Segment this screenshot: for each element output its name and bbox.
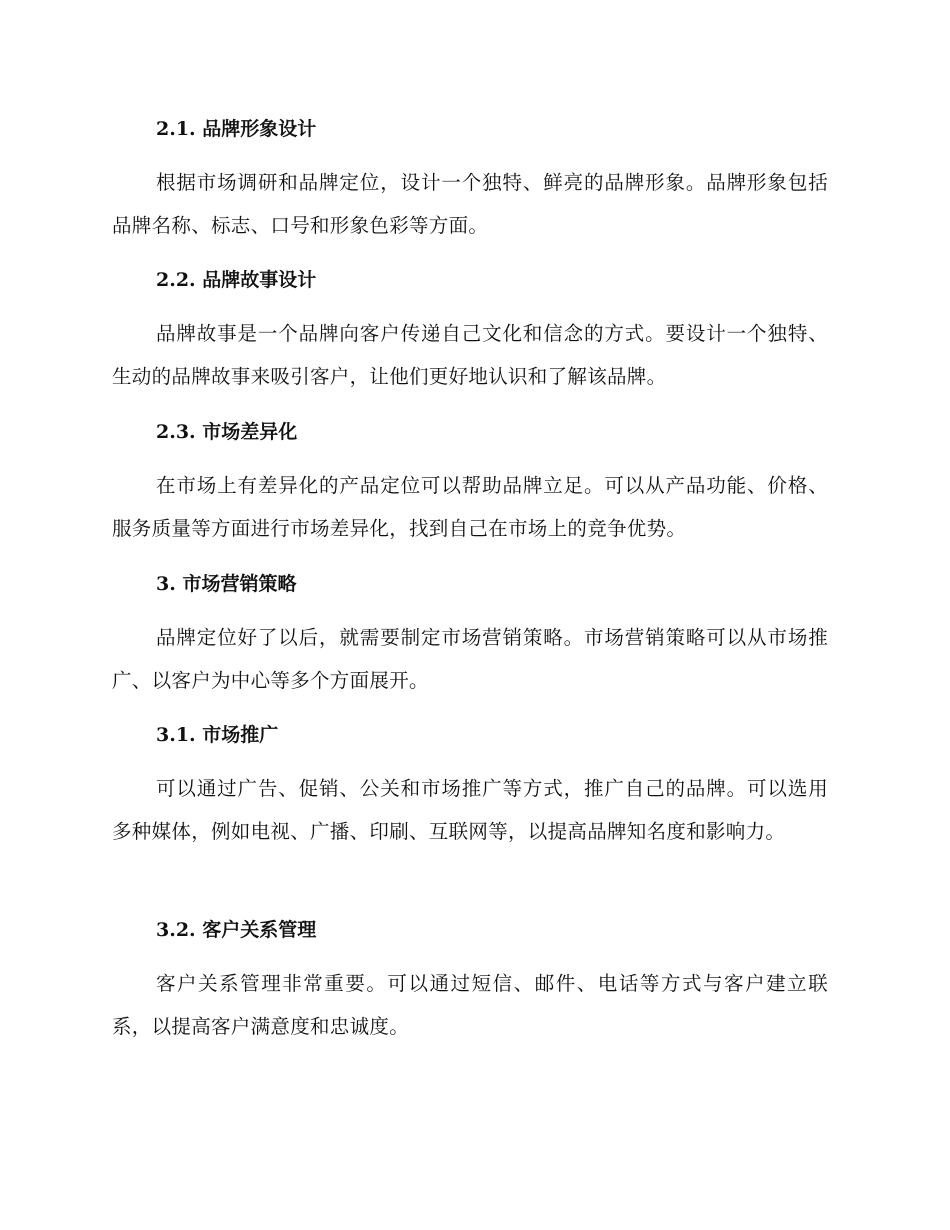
paragraph-2-3: 在市场上有差异化的产品定位可以帮助品牌立足。可以从产品功能、价格、服务质量等方面进行市场差异化，找到自己在市场上的竞争优势。 xyxy=(112,474,828,540)
paragraph-2-1: 根据市场调研和品牌定位，设计一个独特、鲜亮的品牌形象。品牌形象包括品牌名称、标志、口号和形象色彩等方面。 xyxy=(112,171,828,237)
heading-2-2: 2.2. 品牌故事设计 xyxy=(156,269,317,291)
heading-3-2: 3.2. 客户关系管理 xyxy=(156,919,317,941)
paragraph-3-2: 客户关系管理非常重要。可以通过短信、邮件、电话等方式与客户建立联系，以提高客户满意度和忠诚度。 xyxy=(112,972,828,1038)
heading-3: 3. 市场营销策略 xyxy=(156,573,297,595)
heading-2-1: 2.1. 品牌形象设计 xyxy=(156,118,317,140)
heading-2-3: 2.3. 市场差异化 xyxy=(156,421,298,443)
paragraph-3-1: 可以通过广告、促销、公关和市场推广等方式，推广自己的品牌。可以选用多种媒体，例如电视、广播、印刷、互联网等，以提高品牌知名度和影响力。 xyxy=(112,777,828,843)
paragraph-2-2: 品牌故事是一个品牌向客户传递自己文化和信念的方式。要设计一个独特、生动的品牌故事来吸引客户，让他们更好地认识和了解该品牌。 xyxy=(112,322,828,388)
heading-3-1: 3.1. 市场推广 xyxy=(156,724,279,746)
paragraph-3: 品牌定位好了以后，就需要制定市场营销策略。市场营销策略可以从市场推广、以客户为中心等多个方面展开。 xyxy=(112,626,828,692)
